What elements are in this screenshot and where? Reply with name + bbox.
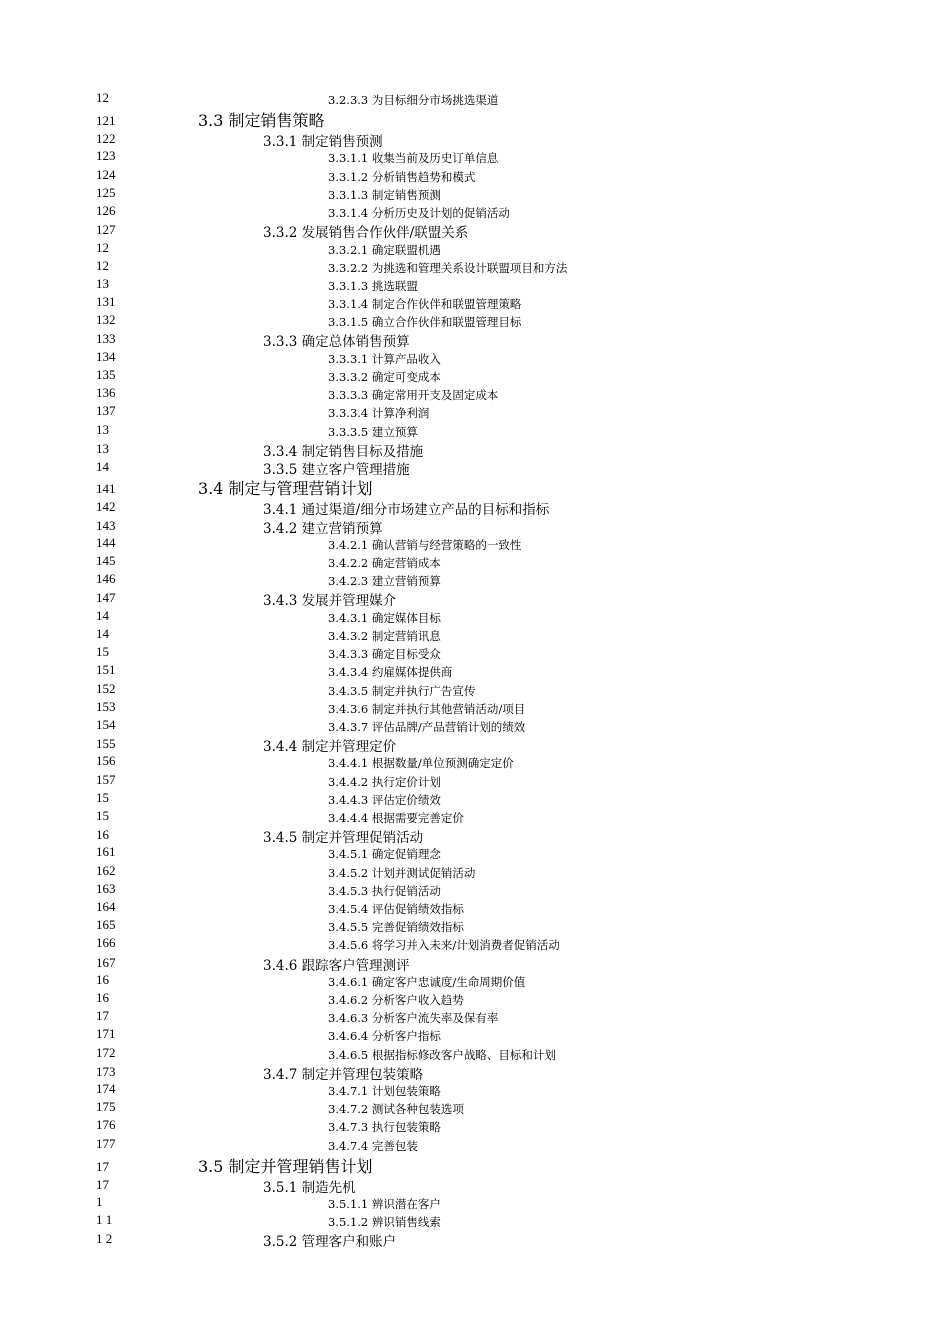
outline-row — [0, 1194, 950, 1212]
outline-row — [0, 312, 950, 330]
row-number: 156 — [96, 753, 116, 769]
item-text: 3.3.1.5 确立合作伙伴和联盟管理目标 — [328, 315, 522, 330]
outline-row — [0, 240, 950, 258]
outline-row — [0, 90, 950, 108]
outline-row — [0, 440, 950, 458]
item-text: 3.4.7.1 计划包装策略 — [328, 1084, 441, 1099]
outline-row — [0, 608, 950, 626]
subsection-heading: 3.4.3 发展并管理媒介 — [263, 593, 397, 610]
row-number: 144 — [96, 534, 116, 550]
outline-row — [0, 1230, 950, 1251]
outline-row — [0, 1136, 950, 1154]
row-number: 142 — [96, 499, 116, 515]
row-number: 15 — [96, 807, 109, 823]
item-text: 3.4.3.2 制定营销讯息 — [328, 628, 441, 643]
item-text: 3.4.5.2 计划并测试促销活动 — [328, 865, 476, 880]
item-text: 3.2.3.3 为目标细分市场挑选渠道 — [328, 93, 499, 107]
outline-row — [0, 972, 950, 990]
row-number: 1 — [96, 1194, 103, 1210]
outline-row — [0, 148, 950, 166]
item-text: 3.4.3.6 制定并执行其他营销活动/项目 — [328, 701, 526, 716]
outline-row — [0, 330, 950, 351]
subsection-heading: 3.4.1 通过渠道/细分市场建立产品的目标和指标 — [263, 502, 550, 519]
item-text: 3.3.1.3 挑选联盟 — [328, 278, 418, 293]
row-number: 121 — [96, 113, 116, 129]
subsection-heading: 3.3.3 确定总体销售预算 — [263, 334, 410, 351]
row-number: 14 — [96, 607, 109, 623]
item-text: 3.3.1.4 制定合作伙伴和联盟管理策略 — [328, 297, 522, 312]
item-text: 3.3.1.3 制定销售预测 — [328, 187, 441, 202]
item-text: 3.3.3.5 建立预算 — [328, 424, 418, 439]
outline-row — [0, 108, 950, 130]
item-text: 3.3.3.3 确定常用开支及固定成本 — [328, 388, 499, 403]
row-number: 123 — [96, 148, 116, 164]
outline-row — [0, 517, 950, 535]
outline-row — [0, 954, 950, 972]
subsection-heading: 3.3.4 制定销售目标及措施 — [263, 443, 424, 460]
row-number: 162 — [96, 862, 116, 878]
row-number: 177 — [96, 1135, 116, 1151]
row-number: 1 1 — [96, 1212, 113, 1228]
outline-row — [0, 167, 950, 185]
item-text: 3.3.2.1 确定联盟机遇 — [328, 242, 441, 257]
row-number: 1 2 — [96, 1231, 113, 1247]
row-number: 153 — [96, 698, 116, 714]
outline-row — [0, 662, 950, 680]
row-number: 172 — [96, 1044, 116, 1060]
subsection-heading: 3.4.2 建立营销预算 — [263, 520, 383, 537]
item-text: 3.4.6.1 确定客户忠诚度/生命周期价值 — [328, 974, 526, 989]
row-number: 154 — [96, 716, 116, 732]
item-text: 3.3.1.4 分析历史及计划的促销活动 — [328, 206, 510, 221]
item-text: 3.3.1.1 收集当前及历史订单信息 — [328, 151, 499, 166]
item-text: 3.4.6.2 分析客户收入趋势 — [328, 993, 464, 1008]
row-number: 134 — [96, 348, 116, 364]
outline-row — [0, 990, 950, 1008]
outline-row — [0, 699, 950, 717]
outline-row — [0, 498, 950, 519]
item-text: 3.4.6.3 分析客户流失率及保有率 — [328, 1011, 499, 1026]
section-heading: 3.5 制定并管理销售计划 — [198, 1156, 373, 1176]
outline-row — [0, 185, 950, 203]
item-text: 3.4.6.5 根据指标修改客户战略、目标和计划 — [328, 1047, 556, 1062]
subsection-heading: 3.3.5 建立客户管理措施 — [263, 462, 410, 478]
row-number: 15 — [96, 644, 109, 660]
row-number: 17 — [96, 1176, 109, 1192]
row-number: 14 — [96, 625, 109, 641]
item-text: 3.4.3.1 确定媒体目标 — [328, 610, 441, 625]
outline-row — [0, 1099, 950, 1117]
subsection-heading: 3.3.1 制定销售预测 — [263, 134, 383, 151]
item-text: 3.4.4.3 评估定价绩效 — [328, 792, 441, 807]
outline-row — [0, 367, 950, 385]
row-number: 166 — [96, 935, 116, 951]
subsection-heading: 3.3.2 发展销售合作伙伴/联盟关系 — [263, 225, 469, 242]
outline-row — [0, 349, 950, 367]
row-number: 164 — [96, 898, 116, 914]
item-text: 3.4.4.4 根据需要完善定价 — [328, 810, 464, 825]
item-text: 3.4.5.1 确定促销理念 — [328, 847, 441, 862]
outline-row — [0, 276, 950, 294]
outline-row — [0, 717, 950, 735]
item-text: 3.4.2.2 确定营销成本 — [328, 556, 441, 571]
outline-row — [0, 899, 950, 917]
item-text: 3.4.3.5 制定并执行广告宣传 — [328, 683, 476, 698]
row-number: 122 — [96, 131, 116, 147]
row-number: 12 — [96, 90, 109, 105]
row-number: 126 — [96, 203, 116, 219]
item-text: 3.4.7.3 执行包装策略 — [328, 1120, 441, 1135]
row-number: 143 — [96, 517, 116, 533]
section-heading: 3.4 制定与管理营销计划 — [198, 479, 373, 499]
outline-row — [0, 681, 950, 699]
row-number: 157 — [96, 771, 116, 787]
item-text: 3.5.1.1 辨识潜在客户 — [328, 1197, 441, 1212]
outline-row — [0, 1212, 950, 1230]
row-number: 174 — [96, 1081, 116, 1097]
row-number: 163 — [96, 880, 116, 896]
row-number: 13 — [96, 421, 109, 437]
outline-row — [0, 1063, 950, 1081]
row-number: 151 — [96, 662, 116, 678]
outline-row — [0, 476, 950, 498]
outline-row — [0, 535, 950, 553]
outline-row — [0, 863, 950, 881]
item-text: 3.4.7.4 完善包装 — [328, 1138, 418, 1153]
outline-row — [0, 1008, 950, 1026]
row-number: 12 — [96, 257, 109, 273]
outline-row — [0, 553, 950, 571]
section-heading: 3.3 制定销售策略 — [198, 111, 325, 131]
row-number: 133 — [96, 331, 116, 347]
item-text: 3.4.5.4 评估促销绩效指标 — [328, 901, 464, 916]
outline-row — [0, 1026, 950, 1044]
item-text: 3.3.3.4 计算净利润 — [328, 406, 430, 421]
row-number: 125 — [96, 184, 116, 200]
item-text: 3.3.2.2 为挑选和管理关系设计联盟项目和方法 — [328, 260, 568, 275]
row-number: 17 — [96, 1008, 109, 1024]
row-number: 152 — [96, 680, 116, 696]
outline-row — [0, 403, 950, 421]
row-number: 141 — [96, 481, 116, 497]
row-number: 175 — [96, 1099, 116, 1115]
outline-row — [0, 422, 950, 440]
item-text: 3.4.4.2 执行定价计划 — [328, 774, 441, 789]
outline-row — [0, 790, 950, 808]
outline-row — [0, 626, 950, 644]
row-number: 155 — [96, 736, 116, 752]
row-number: 173 — [96, 1063, 116, 1079]
item-text: 3.4.3.7 评估品牌/产品营销计划的绩效 — [328, 719, 526, 734]
outline-row — [0, 917, 950, 935]
outline-row — [0, 458, 950, 476]
outline-row — [0, 644, 950, 662]
subsection-heading: 3.5.1 制造先机 — [263, 1179, 356, 1196]
row-number: 132 — [96, 312, 116, 328]
subsection-heading: 3.5.2 管理客户和账户 — [263, 1234, 397, 1251]
subsection-heading: 3.4.4 制定并管理定价 — [263, 739, 397, 756]
row-number: 12 — [96, 239, 109, 255]
outline-row — [0, 258, 950, 276]
item-text: 3.4.5.3 执行促销活动 — [328, 883, 441, 898]
item-text: 3.3.1.2 分析销售趋势和模式 — [328, 169, 476, 184]
item-text: 3.4.5.6 将学习并入未来/计划消费者促销活动 — [328, 938, 560, 953]
row-number: 127 — [96, 222, 116, 238]
outline-row — [0, 571, 950, 589]
row-number: 171 — [96, 1026, 116, 1042]
subsection-heading: 3.4.5 制定并管理促销活动 — [263, 830, 424, 847]
row-number: 13 — [96, 440, 109, 456]
outline-row — [0, 1154, 950, 1176]
row-number: 147 — [96, 590, 116, 606]
outline-row — [0, 753, 950, 771]
outline-row — [0, 294, 950, 312]
outline-row — [0, 221, 950, 242]
item-text: 3.4.2.3 建立营销预算 — [328, 574, 441, 589]
item-text: 3.4.2.1 确认营销与经营策略的一致性 — [328, 537, 522, 552]
outline-row — [0, 1176, 950, 1194]
outline-row — [0, 826, 950, 847]
row-number: 176 — [96, 1117, 116, 1133]
row-number: 15 — [96, 789, 109, 805]
row-number: 137 — [96, 403, 116, 419]
outline-row — [0, 203, 950, 221]
row-number: 165 — [96, 917, 116, 933]
row-number: 124 — [96, 166, 116, 182]
item-text: 3.4.7.2 测试各种包装选项 — [328, 1102, 464, 1117]
row-number: 131 — [96, 294, 116, 310]
row-number: 167 — [96, 954, 116, 970]
subsection-heading: 3.4.7 制定并管理包装策略 — [263, 1066, 424, 1083]
outline-row — [0, 735, 950, 756]
item-text: 3.4.5.5 完善促销绩效指标 — [328, 920, 464, 935]
item-text: 3.3.3.1 计算产品收入 — [328, 351, 441, 366]
subsection-heading: 3.4.6 跟踪客户管理测评 — [263, 957, 410, 974]
row-number: 145 — [96, 553, 116, 569]
outline-row — [0, 844, 950, 862]
outline-row — [0, 1117, 950, 1135]
row-number: 161 — [96, 844, 116, 860]
item-text: 3.5.1.2 辨识销售线索 — [328, 1215, 441, 1230]
outline-row — [0, 935, 950, 953]
outline-row — [0, 772, 950, 790]
item-text: 3.4.6.4 分析客户指标 — [328, 1029, 441, 1044]
item-text: 3.4.4.1 根据数量/单位预测确定定价 — [328, 756, 514, 771]
outline-row — [0, 1045, 950, 1063]
row-number: 146 — [96, 571, 116, 587]
row-number: 16 — [96, 990, 109, 1006]
item-text: 3.3.3.2 确定可变成本 — [328, 369, 441, 384]
outline-row — [0, 808, 950, 826]
outline-row — [0, 385, 950, 403]
row-number: 17 — [96, 1158, 109, 1174]
outline-row — [0, 130, 950, 151]
item-text: 3.4.3.3 确定目标受众 — [328, 647, 441, 662]
row-number: 13 — [96, 275, 109, 291]
outline-row — [0, 1081, 950, 1099]
row-number: 16 — [96, 971, 109, 987]
outline-document — [0, 90, 950, 1249]
outline-row — [0, 589, 950, 610]
item-text: 3.4.3.4 约雇媒体提供商 — [328, 665, 453, 680]
row-number: 14 — [96, 459, 109, 474]
outline-row — [0, 881, 950, 899]
row-number: 16 — [96, 827, 109, 843]
row-number: 135 — [96, 366, 116, 382]
row-number: 136 — [96, 385, 116, 401]
